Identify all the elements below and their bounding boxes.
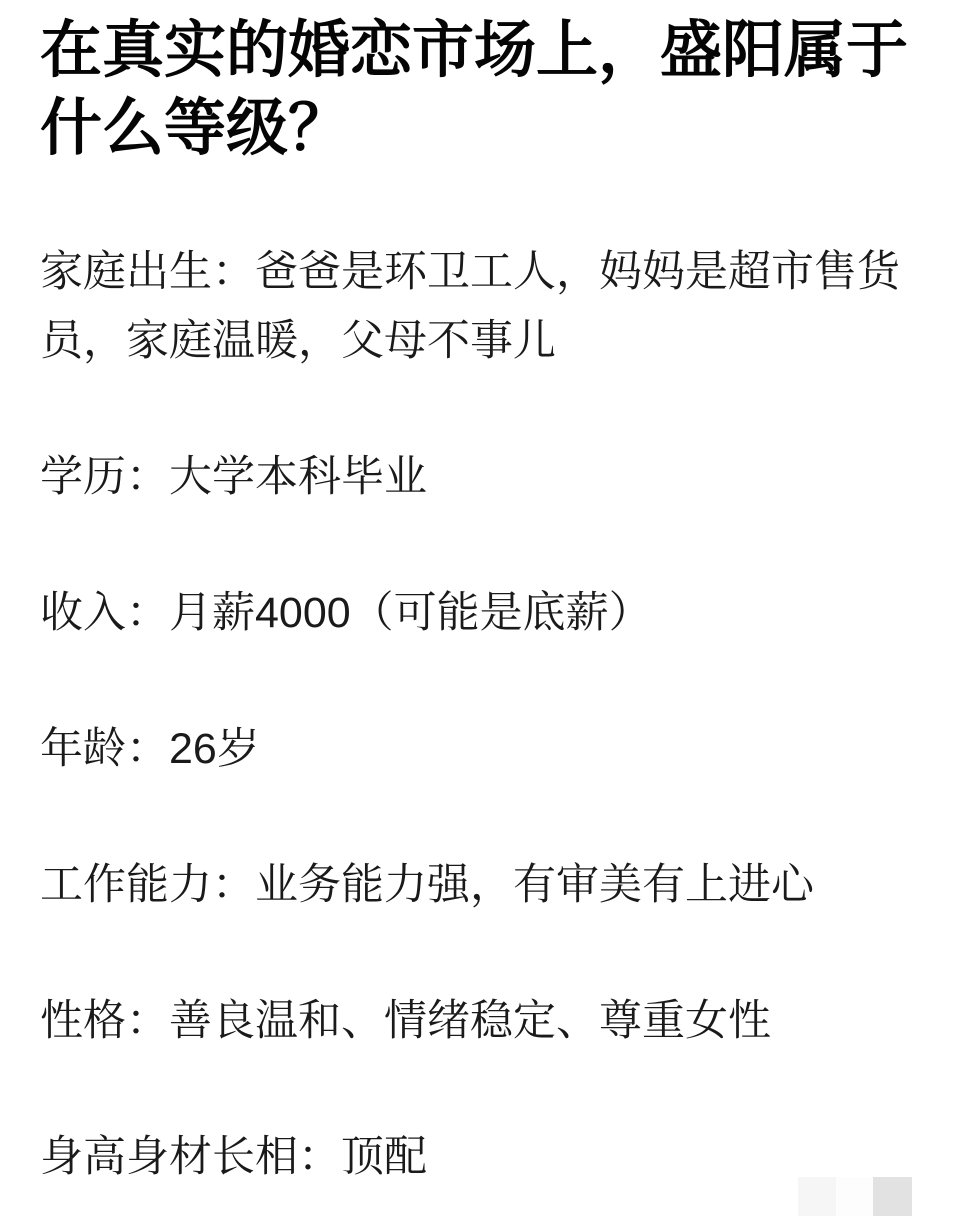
detail-paragraph-family: 家庭出生：爸爸是环卫工人，妈妈是超市售货员，家庭温暖，父母不事儿 [40,248,900,365]
watermark-block-middle [836,1177,873,1216]
watermark-remnant [798,1177,912,1216]
detail-paragraph-personality: 性格：善良温和、情绪稳定、尊重女性 [40,997,771,1045]
watermark-block-right [873,1177,912,1216]
detail-paragraph-education: 学历：大学本科毕业 [40,453,427,501]
detail-paragraph-work-ability: 工作能力：业务能力强，有审美有上进心 [40,861,814,909]
detail-paragraph-income: 收入：月薪4000（可能是底薪） [40,589,652,637]
detail-paragraph-appearance: 身高身材长相：顶配 [40,1133,427,1181]
watermark-block-left [798,1177,836,1216]
question-title: 在真实的婚恋市场上，盛阳属于什么等级？ [40,16,909,163]
detail-paragraph-age: 年龄：26岁 [40,725,260,773]
